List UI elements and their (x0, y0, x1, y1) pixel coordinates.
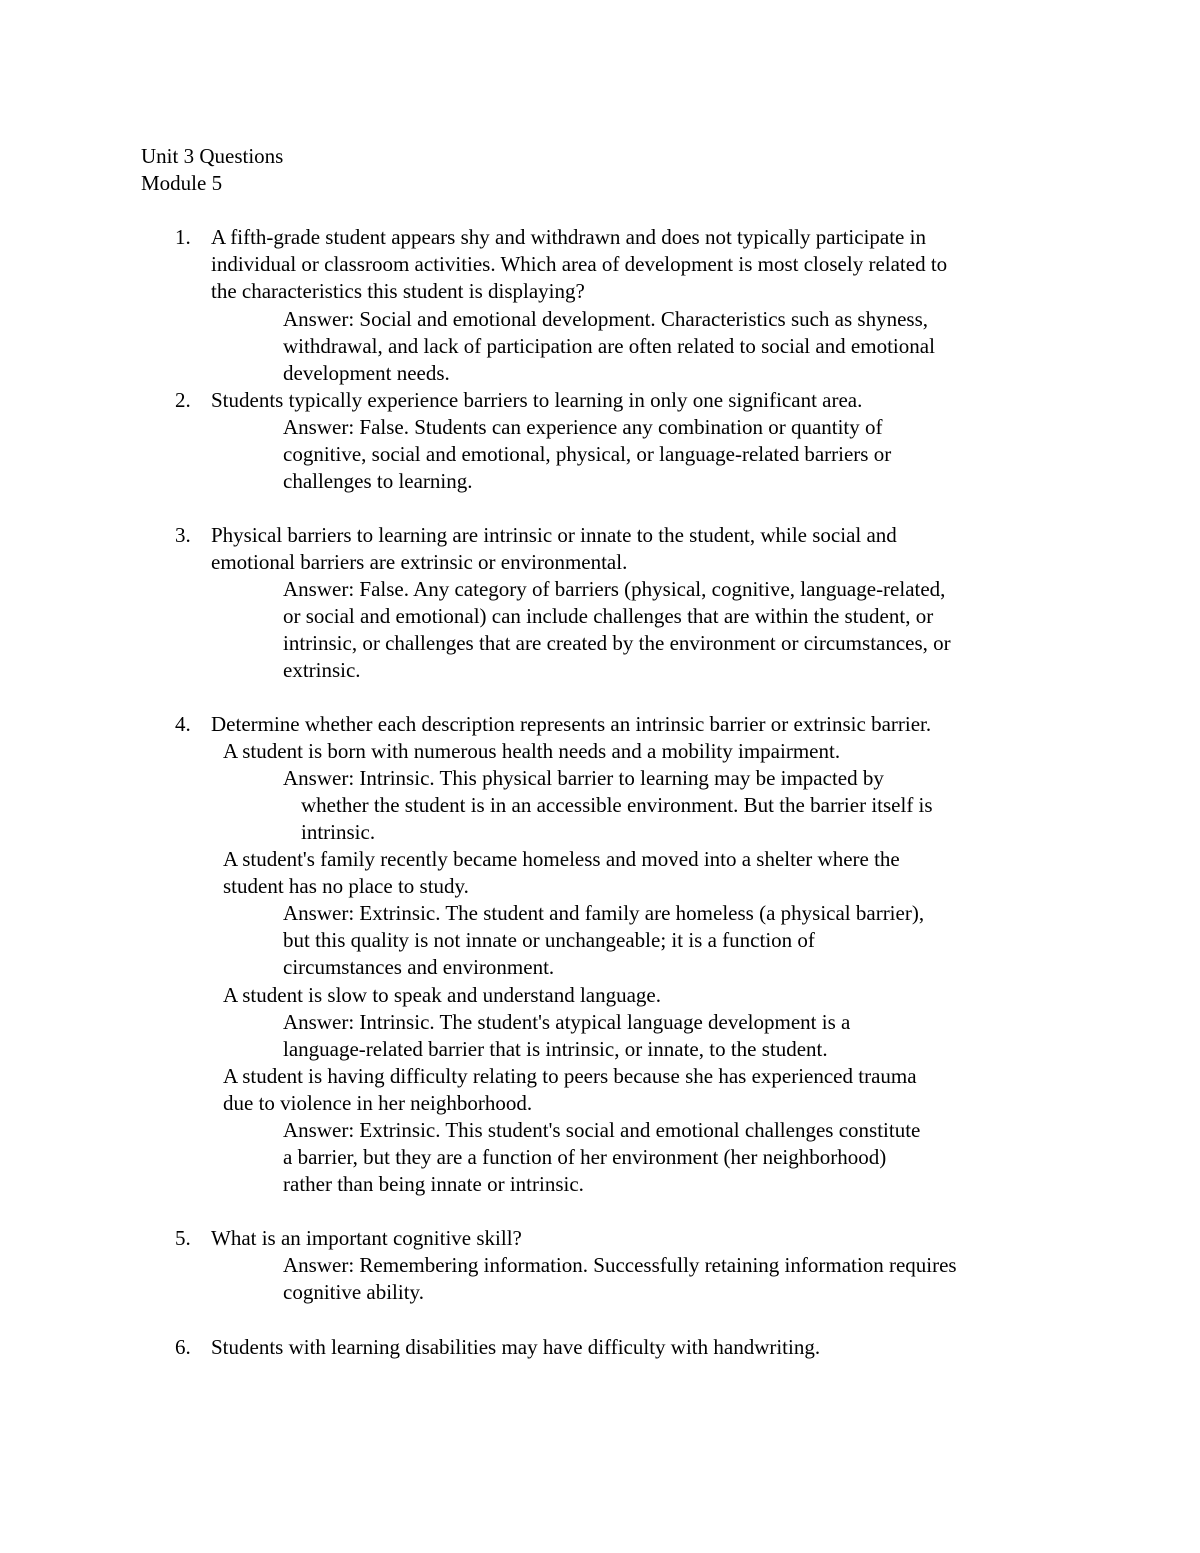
question-number: 1. (175, 225, 191, 249)
question-text: emotional barriers are extrinsic or environmental. (211, 550, 628, 574)
question-text: Physical barriers to learning are intrinsic or innate to the student, while social and (211, 523, 897, 547)
answer-text: Answer: Extrinsic. The student and family are homeless (a physical barrier), (283, 901, 925, 925)
answer-text: Answer: Social and emotional development. Characteristics such as shyness, (283, 307, 929, 331)
answer-text: circumstances and environment. (283, 955, 555, 979)
answer-text: whether the student is in an accessible environment. But the barrier itself is (301, 793, 933, 817)
module-label: Module 5 (141, 171, 223, 195)
answer-text: intrinsic, or challenges that are created by the environment or circumstances, or (283, 631, 951, 655)
statement-text: A student's family recently became homeless and moved into a shelter where the (223, 847, 900, 871)
statement-text: due to violence in her neighborhood. (223, 1091, 533, 1115)
answer-text: Answer: False. Students can experience any combination or quantity of (283, 415, 883, 439)
question-number: 5. (175, 1226, 191, 1250)
answer-text: development needs. (283, 361, 450, 385)
answer-text: Answer: Intrinsic. This physical barrier to learning may be impacted by (283, 766, 884, 790)
question-number: 3. (175, 523, 191, 547)
answer-text: rather than being innate or intrinsic. (283, 1172, 584, 1196)
answer-text: challenges to learning. (283, 469, 473, 493)
answer-text: Answer: Extrinsic. This student's social and emotional challenges constitute (283, 1118, 921, 1142)
answer-text: cognitive, social and emotional, physical, or language-related barriers or (283, 442, 892, 466)
statement-text: A student is born with numerous health needs and a mobility impairment. (223, 739, 841, 763)
statement-text: A student is slow to speak and understand language. (223, 983, 662, 1007)
answer-text: or social and emotional) can include challenges that are within the student, or (283, 604, 934, 628)
statement-text: A student is having difficulty relating to peers because she has experienced trauma (223, 1064, 917, 1088)
question-text: What is an important cognitive skill? (211, 1226, 522, 1250)
question-text: Students with learning disabilities may have difficulty with handwriting. (211, 1335, 821, 1359)
question-text: A fifth-grade student appears shy and withdrawn and does not typically participate in (211, 225, 926, 249)
answer-text: intrinsic. (301, 820, 376, 844)
answer-text: Answer: Intrinsic. The student's atypical language development is a (283, 1010, 851, 1034)
question-text: the characteristics this student is displaying? (211, 279, 585, 303)
answer-text: Answer: False. Any category of barriers (physical, cognitive, language-related, (283, 577, 946, 601)
question-text: individual or classroom activities. Which area of development is most closely related to (211, 252, 948, 276)
answer-text: withdrawal, and lack of participation are often related to social and emotional (283, 334, 935, 358)
answer-text: cognitive ability. (283, 1280, 424, 1304)
answer-text: extrinsic. (283, 658, 361, 682)
question-number: 4. (175, 712, 191, 736)
question-text: Students typically experience barriers to learning in only one significant area. (211, 388, 863, 412)
answer-text: Answer: Remembering information. Successfully retaining information requires (283, 1253, 957, 1277)
answer-text: a barrier, but they are a function of her environment (her neighborhood) (283, 1145, 887, 1169)
document-title: Unit 3 Questions (141, 144, 284, 168)
answer-text: language-related barrier that is intrinsic, or innate, to the student. (283, 1037, 828, 1061)
statement-text: student has no place to study. (223, 874, 469, 898)
answer-text: but this quality is not innate or unchangeable; it is a function of (283, 928, 815, 952)
question-text: Determine whether each description represents an intrinsic barrier or extrinsic barrier. (211, 712, 932, 736)
question-number: 2. (175, 388, 191, 412)
question-number: 6. (175, 1335, 191, 1359)
